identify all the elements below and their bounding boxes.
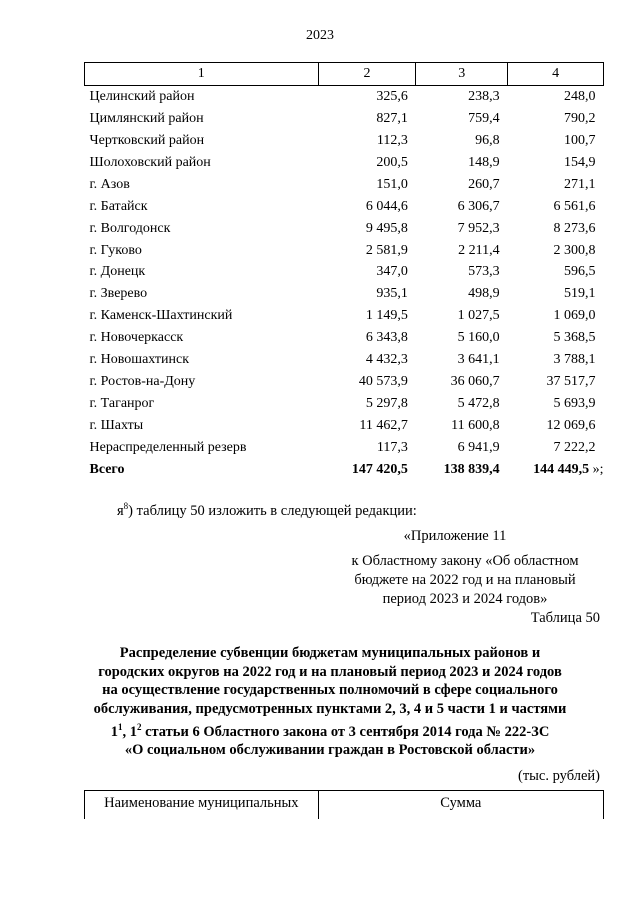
row-value: 40 573,9 [358, 374, 408, 390]
annex-line: к Областному закону «Об областном [351, 553, 579, 569]
column-header: 2 [318, 63, 416, 86]
heading-sup: 2 [136, 722, 142, 732]
row-value: 759,4 [468, 110, 500, 126]
row-value: 11 600,8 [451, 418, 500, 434]
row-value: 248,0 [564, 88, 596, 104]
table-row [85, 371, 604, 393]
row-value: 5 297,8 [365, 396, 408, 412]
table-heading [60, 644, 600, 760]
annex-line: бюджете на 2022 год и на плановый [354, 572, 576, 588]
row-value: 573,3 [468, 264, 500, 280]
table-total-row [85, 459, 604, 481]
row-label: Чертковский район [89, 132, 205, 148]
heading-line: обслуживания, предусмотренных пунктами 2, 3, 4 и 5 части 1 и частями [93, 700, 567, 717]
heading-line: Распределение субвенции бюджетам муниципальных районов и [119, 645, 541, 661]
table-row [85, 86, 604, 108]
row-value: 12 069,6 [546, 418, 596, 434]
row-label: г. Каменск-Шахтинский [89, 308, 233, 324]
row-value: 96,8 [475, 132, 500, 148]
row-value: 827,1 [376, 110, 408, 126]
heading-line: «О социальном обслуживании граждан в Ростовской области» [124, 742, 536, 759]
row-label: г. Новошахтинск [89, 352, 190, 368]
row-value: 5 693,9 [553, 396, 596, 412]
table-row [85, 437, 604, 459]
row-label: Целинский район [89, 88, 195, 104]
row-value: 37 517,7 [546, 374, 596, 390]
row-value: 6 306,7 [457, 198, 500, 214]
row-value: 519,1 [564, 286, 596, 302]
table-row [85, 152, 604, 174]
annex-reference [330, 552, 600, 609]
row-value: 935,1 [376, 286, 408, 302]
row-value: 1 027,5 [457, 308, 500, 324]
total-value-2: 147 420,5 [351, 461, 408, 477]
row-label: Шолоховский район [89, 154, 211, 170]
row-value: 2 581,9 [365, 242, 408, 258]
heading-part: , 1 [122, 723, 137, 740]
row-value: 2 211,4 [458, 242, 500, 258]
row-value: 200,5 [376, 154, 408, 170]
total-value-4: 144 449,5 [533, 461, 590, 477]
row-value: 100,7 [564, 132, 596, 148]
table-row [85, 349, 604, 371]
budget-table [84, 62, 604, 481]
row-label: г. Зверево [89, 286, 148, 302]
row-value: 6 044,6 [365, 198, 408, 214]
column-header: 4 [508, 63, 604, 86]
row-value: 3 788,1 [553, 352, 596, 368]
row-value: 6 561,6 [553, 198, 596, 214]
annex-line: период 2023 и 2024 годов» [382, 591, 548, 607]
table-row [85, 393, 604, 415]
table-row [85, 283, 604, 305]
table-row [85, 327, 604, 349]
row-value: 238,3 [468, 88, 500, 104]
row-value: 260,7 [468, 176, 500, 192]
row-value: 325,6 [376, 88, 408, 104]
row-value: 36 060,7 [450, 374, 500, 390]
heading-sup: 1 [117, 722, 123, 732]
table-label: Таблица 50 [530, 610, 600, 626]
instruction-prefix: я [117, 502, 124, 519]
row-value: 3 641,1 [457, 352, 500, 368]
row-label: г. Батайск [89, 198, 148, 214]
row-value: 596,5 [564, 264, 596, 280]
closing-quote: »; [592, 461, 604, 477]
instruction-text: ) таблицу 50 изложить в следующей редакции: [128, 502, 417, 519]
row-value: 1 069,0 [553, 308, 596, 324]
row-value: 117,3 [376, 439, 408, 455]
table-row [85, 240, 604, 262]
row-value: 5 472,8 [457, 396, 500, 412]
row-label: Нераспределенный резерв [89, 439, 247, 455]
row-value: 9 495,8 [365, 220, 408, 236]
table-row [85, 130, 604, 152]
table-header-row [85, 63, 604, 86]
row-value: 151,0 [376, 176, 408, 192]
heading-line: городских округов на 2022 год и на плановый период 2023 и 2024 годов [98, 663, 562, 680]
table-row [85, 196, 604, 218]
total-value-3: 138 839,4 [443, 461, 500, 477]
row-label: г. Азов [89, 176, 130, 192]
instruction-sup: 8 [123, 501, 129, 511]
column-header-name: Наименование муниципальных [85, 791, 319, 820]
table-header-row [85, 791, 604, 820]
row-value: 7 952,3 [457, 220, 500, 236]
row-value: 1 149,5 [365, 308, 408, 324]
heading-part: статьи 6 Областного закона от 3 сентября 2014 года № 222-ЗС [141, 723, 550, 740]
column-header: 1 [85, 63, 319, 86]
row-value: 112,3 [376, 132, 408, 148]
row-value: 7 222,2 [553, 439, 596, 455]
total-label: Всего [89, 461, 125, 477]
table-row [85, 305, 604, 327]
row-value: 271,1 [564, 176, 596, 192]
column-header: 3 [416, 63, 508, 86]
subvention-table [84, 790, 604, 819]
row-value: 498,9 [468, 286, 500, 302]
total-value-4-cell [508, 459, 604, 481]
row-value: 148,9 [468, 154, 500, 170]
row-value: 2 300,8 [553, 242, 596, 258]
instruction-paragraph [117, 501, 417, 520]
row-value: 6 941,9 [457, 439, 500, 455]
row-value: 5 160,0 [457, 330, 500, 346]
heading-line [60, 718, 600, 741]
table-row [85, 174, 604, 196]
row-label: г. Ростов-на-Дону [89, 374, 196, 390]
row-value: 154,9 [564, 154, 596, 170]
row-value: 6 343,8 [365, 330, 408, 346]
row-label: г. Донецк [89, 264, 146, 280]
heading-part: 1 [110, 723, 118, 740]
row-value: 5 368,5 [553, 330, 596, 346]
table-row [85, 218, 604, 240]
row-label: г. Новочеркасск [89, 330, 184, 346]
row-value: 4 432,3 [365, 352, 408, 368]
row-label: г. Шахты [89, 418, 144, 434]
table-row [85, 108, 604, 130]
page-number: 2023 [306, 28, 334, 43]
row-label: Цимлянский район [89, 110, 204, 126]
units-label: (тыс. рублей) [518, 768, 600, 784]
table-row [85, 262, 604, 284]
row-label: г. Волгодонск [89, 220, 171, 236]
row-label: г. Гуково [89, 242, 142, 258]
table-row [85, 415, 604, 437]
row-value: 790,2 [564, 110, 596, 126]
column-header-sum: Сумма [318, 791, 603, 820]
annex-title: «Приложение 11 [403, 528, 507, 544]
row-value: 8 273,6 [553, 220, 596, 236]
row-value: 347,0 [376, 264, 408, 280]
heading-line: на осуществление государственных полномочий в сфере социального [102, 682, 558, 698]
row-value: 11 462,7 [359, 418, 408, 434]
row-label: г. Таганрог [89, 396, 155, 412]
